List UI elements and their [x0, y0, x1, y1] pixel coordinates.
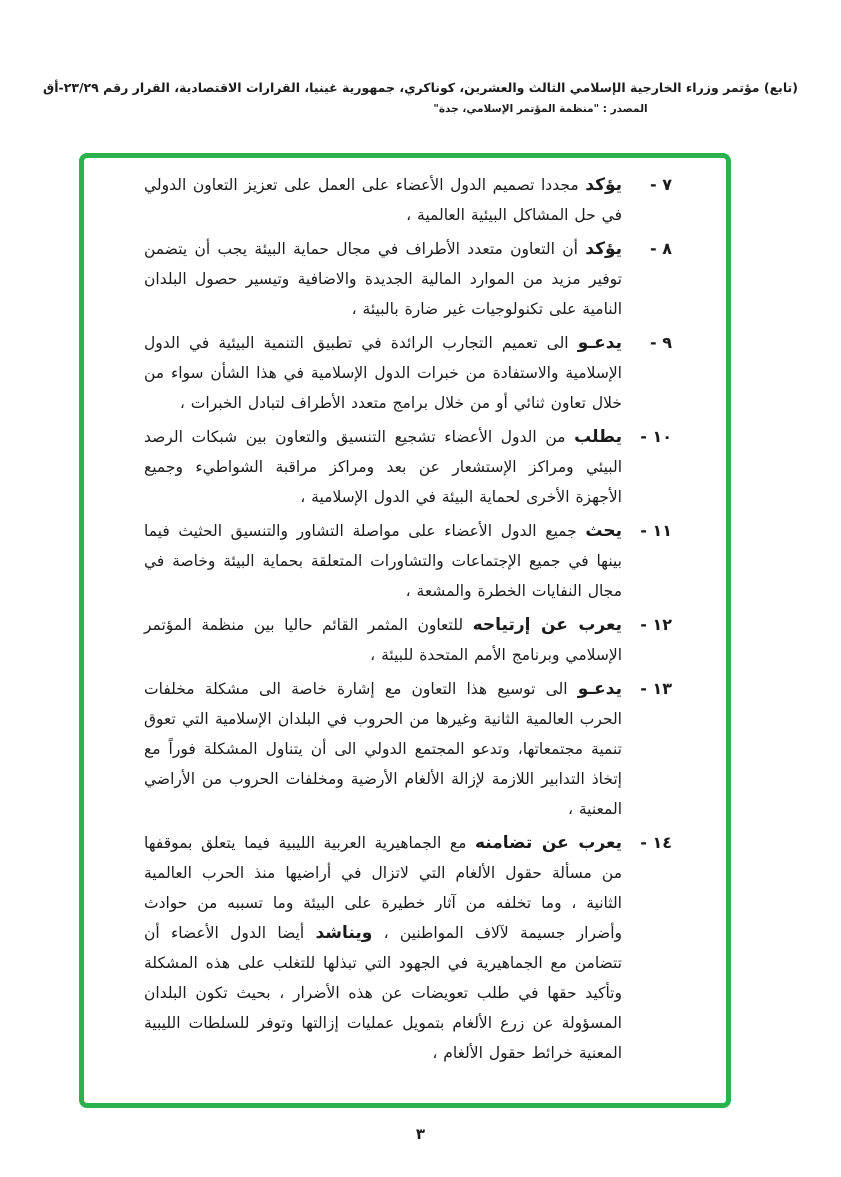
- item-lead-word: يحث: [585, 521, 622, 541]
- item-text: [144, 828, 622, 1068]
- item-lead-word: يطلب: [574, 427, 622, 447]
- item-lead-word: يدعـو: [577, 333, 622, 353]
- header-title: (تابع) مؤتمر وزراء الخارجية الإسلامي الثالث والعشرين، كوناكري، جمهورية غينيا، القرارات الاقتصادية، القرار رقم ٢٣/٢٩-أق: [43, 80, 798, 95]
- item-number: ١٠ -: [640, 427, 672, 446]
- item-body-text: من الدول الأعضاء تشجيع التنسيق والتعاون بين شبكات الرصد البيئي ومراكز الإستشعار عن بعد ومراكز مراقبة الشواطيء وجميع الأجهزة الأخرى لحماية البيئة في الدول الإسلامية ،: [144, 428, 622, 506]
- item-number: ١١ -: [640, 521, 672, 540]
- item-body-text: الى توسيع هذا التعاون مع إشارة خاصة الى مشكلة مخلفات الحرب العالمية الثانية وغيرها من الحروب في البلدان الإسلامية التي تعوق تنمية مجتمعاتها، وتدعو المجتمع الدولي الى أن يتناول المشكلة فوراً مع إتخاذ التدابير اللازمة لإزالة الألغام الأرضية ومخلفات الحروب من الأراضي المعنية ،: [144, 680, 622, 818]
- item-lead-word: يؤكد: [585, 175, 622, 195]
- list-item: [144, 170, 672, 230]
- list-item: [144, 422, 672, 512]
- item-number: ١٣ -: [640, 679, 672, 698]
- item-number: ١٢ -: [640, 615, 672, 634]
- item-text: [144, 674, 622, 824]
- item-number: ٩ -: [650, 333, 672, 352]
- item-number: ٨ -: [650, 239, 672, 258]
- item-lead-word: يعرب عن إرتياحه: [472, 615, 622, 635]
- item-body-text: مجددا تصميم الدول الأعضاء على العمل على تعزيز التعاون الدولي في حل المشاكل البيئية العالمية ،: [144, 176, 622, 224]
- content-border-box: [79, 153, 731, 1108]
- item-body-text: الى تعميم التجارب الرائدة في تطبيق التنمية البيئية في الدول الإسلامية والاستفادة من خبرات الدول الإسلامية في هذا الشأن سواء من خلال تعاون ثنائي أو من خلال برامج متعدد الأطراف لتبادل الخبرات ،: [144, 334, 622, 412]
- item-lead-word: ويناشد: [315, 923, 373, 943]
- item-lead-word: يدعـو: [577, 679, 622, 699]
- item-text: [144, 610, 622, 670]
- page-header: [0, 80, 841, 115]
- item-body-text: للتعاون المثمر القائم حاليا بين منظمة المؤتمر الإسلامي وبرنامج الأمم المتحدة للبيئة ،: [144, 616, 622, 664]
- list-item: [144, 328, 672, 418]
- list-item: [144, 828, 672, 1068]
- item-text: [144, 328, 622, 418]
- item-text: [144, 516, 622, 606]
- resolution-items: [144, 170, 672, 1068]
- list-item: [144, 674, 672, 824]
- item-body-text: أن التعاون متعدد الأطراف في مجال حماية البيئة يجب أن يتضمن توفير مزيد من الموارد المالية الجديدة والاضافية وتيسير حصول البلدان النامية على تكنولوجيات غير ضارة بالبيئة ،: [144, 240, 622, 318]
- item-number: ١٤ -: [640, 833, 672, 852]
- item-body-text: أيضا الدول الأعضاء أن تتضامن مع الجماهيرية في الجهود التي تبذلها للتغلب على هذه المشكلة وتأكيد حقها في طلب تعويضات عن هذه الأضرار ، بحيث تكون البلدان المسؤولة عن زرع الألغام بتمويل عمليات إزالتها وتوفر للسلطات الليبية المعنية خرائط حقول الألغام ،: [144, 924, 622, 1062]
- item-text: [144, 234, 622, 324]
- item-text: [144, 170, 622, 230]
- item-number: ٧ -: [650, 175, 672, 194]
- item-body-text: جميع الدول الأعضاء على مواصلة التشاور والتنسيق الحثيث فيما بينها في جميع الإجتماعات والتشاورات المتعلقة بحماية البيئة وخاصة في مجال النفايات الخطرة والمشعة ،: [144, 522, 622, 600]
- page-number: ٣: [415, 1125, 426, 1143]
- header-source: المصدر : "منظمة المؤتمر الإسلامي، جدة": [433, 103, 648, 115]
- item-text: [144, 422, 622, 512]
- list-item: [144, 516, 672, 606]
- item-body-text: مع الجماهيرية العربية الليبية فيما يتعلق بموقفها من مسألة حقول الألغام التي لاتزال في أراضيها منذ الحرب العالمية الثانية ، وما تخلفه من آثار خطيرة على البيئة وما تسببه من حوادث وأضرار جسيمة لآلاف المواطنين ،: [144, 834, 622, 942]
- list-item: [144, 234, 672, 324]
- item-lead-word: يؤكد: [585, 239, 622, 259]
- item-lead-word: يعرب عن تضامنه: [474, 833, 622, 853]
- list-item: [144, 610, 672, 670]
